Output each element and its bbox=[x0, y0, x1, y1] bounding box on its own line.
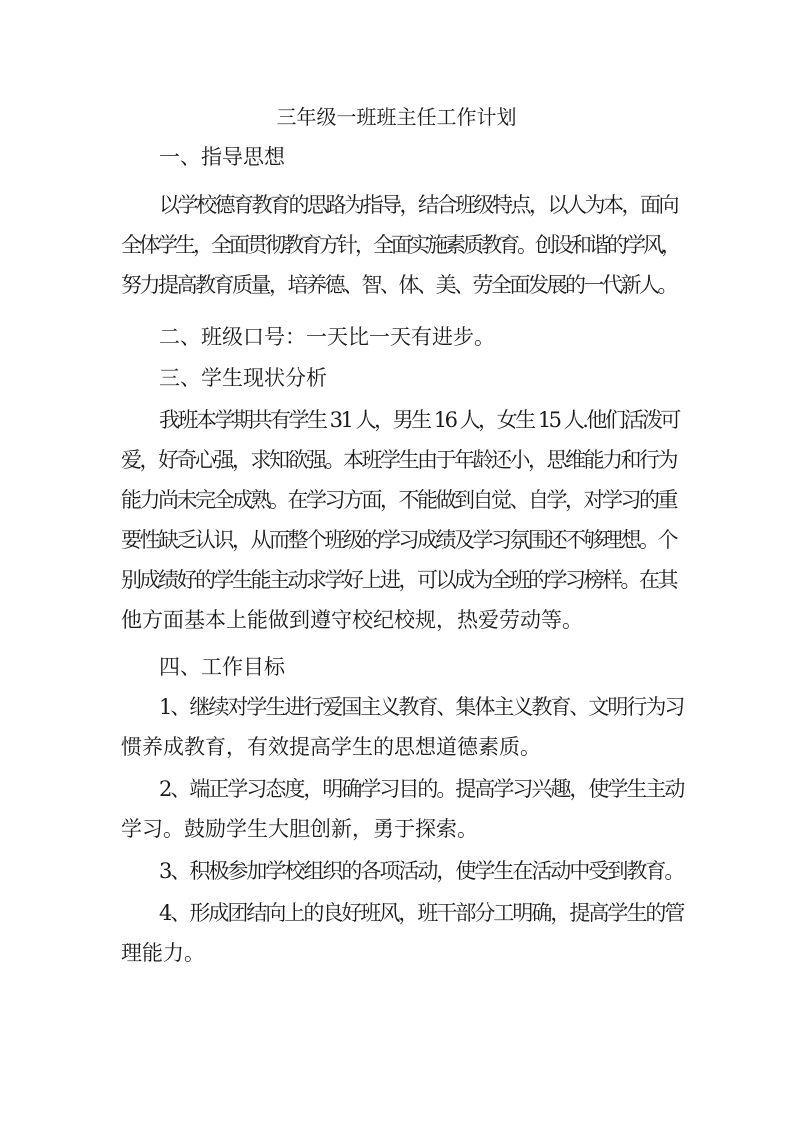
paragraph-line: 他方面基本上能做到遵守校纪校规，热爱劳动等。 bbox=[121, 608, 583, 632]
paragraph-line: 爱，好奇心强，求知欲强。本班学生由于年龄还小，思维能力和行为 bbox=[121, 448, 676, 472]
paragraph-line: 努力提高教育质量，培养德、智、体、美、劳全面发展的一代新人。 bbox=[121, 273, 676, 297]
heading-work-goals: 四、工作目标 bbox=[159, 655, 285, 679]
goal-line: 2、端正学习态度，明确学习目的。提高学习兴趣，使学生主动 bbox=[159, 777, 684, 801]
paragraph-line: 我班本学期共有学生 31 人，男生 16 人，女生 15 人.他们活泼可 bbox=[159, 408, 679, 432]
paragraph-line: 别成绩好的学生能主动求学好上进，可以成为全班的学习榜样。在其 bbox=[121, 568, 676, 592]
heading-class-slogan: 二、班级口号：一天比一天有进步。 bbox=[159, 325, 495, 349]
paragraph-line: 全体学生，全面贯彻教育方针，全面实施素质教育。创设和谐的学风， bbox=[121, 233, 679, 257]
paragraph-line: 能力尚未完全成熟。在学习方面，不能做到自觉、自学，对学习的重 bbox=[121, 488, 676, 512]
goal-line: 学习。鼓励学生大胆创新，勇于探索。 bbox=[121, 817, 478, 841]
heading-guiding-thought: 一、指导思想 bbox=[159, 145, 285, 169]
goal-line: 3、积极参加学校组织的各项活动，使学生在活动中受到教育。 bbox=[159, 859, 684, 883]
goal-line: 理能力。 bbox=[121, 941, 205, 965]
paragraph-line: 以学校德育教育的思路为指导，结合班级特点，以人为本，面向 bbox=[159, 193, 677, 217]
goal-line: 4、形成团结向上的良好班风，班干部分工明确，提高学生的管 bbox=[159, 901, 684, 925]
goal-line: 1、继续对学生进行爱国主义教育、集体主义教育、文明行为习 bbox=[159, 695, 684, 719]
document-title: 三年级一班班主任工作计划 bbox=[276, 105, 517, 129]
heading-student-analysis: 三、学生现状分析 bbox=[159, 366, 327, 390]
paragraph-line: 要性缺乏认识，从而整个班级的学习成绩及学习氛围还不够理想。个 bbox=[121, 528, 676, 552]
goal-line: 惯养成教育，有效提高学生的思想道德素质。 bbox=[121, 735, 541, 759]
